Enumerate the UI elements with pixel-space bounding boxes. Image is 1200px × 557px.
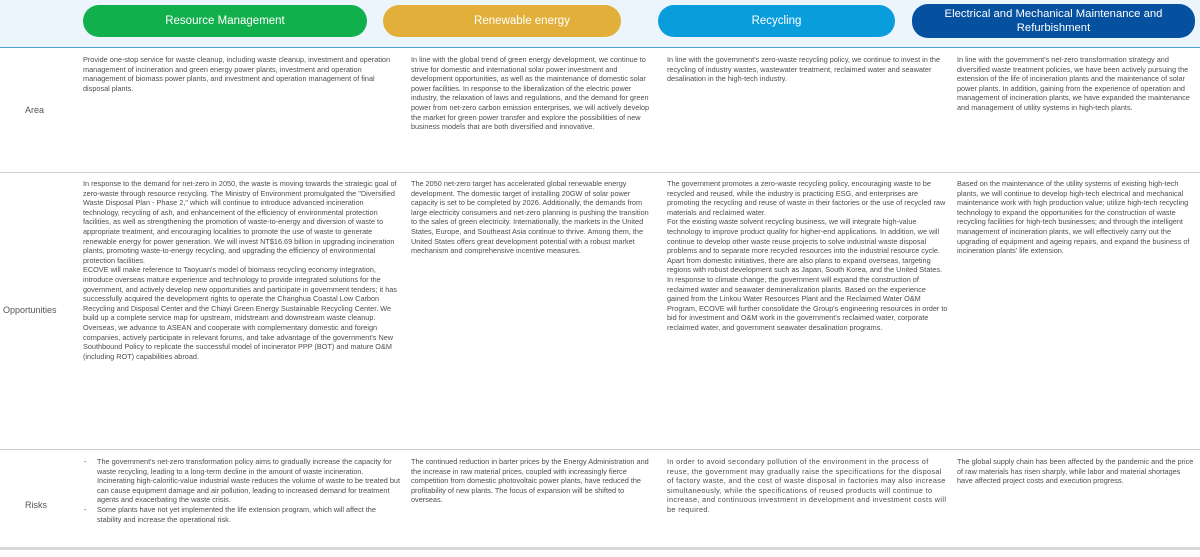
column-header-label: Recycling xyxy=(751,15,802,27)
paragraph: In response to climate change, the government will expand the construction of reclaimed water and seawater demineralization plants. Based on the experience gained from the Linkou Water Resources Plant and the Reclaimed Water O&M Program, ECOVE will further consolidate the Group's engineering resources in order to bid for investment and O&M work in the government's reclaimed water, corporate reclaimed water, and government seawater desalination programs. xyxy=(667,274,948,332)
paragraph: The government promotes a zero-waste recycling policy, encouraging waste to be recycled and reused, while the industry is practicing ESG, and enterprises are promoting the recycling and reuse of waste in their factories or the use of recycled raw materials and reclaimed water. xyxy=(667,179,946,217)
table-row-area xyxy=(0,49,1200,173)
column-header-label: Electrical and Mechanical Maintenance and Refurbishment xyxy=(944,8,1163,34)
cell-area-resource-management: Provide one-stop service for waste cleanup, including waste cleanup, investment and operation management of incineration and green energy power plants, investment and operation management of biomass power plants, and investment and operation management of final disposal plants. xyxy=(83,55,391,93)
paragraph: In response to the demand for net-zero in 2050, the waste is moving towards the strategic goal of zero-waste through resource recycling. The Ministry of Environment promulgated the "Diversified Waste Disposal Plan - Phase 2," which will continue to introduce advanced incineration technology, recycling of ash, and enhancement of the efficiency of environmental protection facilities, as well as strengthening the promotion of waste-to-energy and diversion of waste to appropriate treatment, and encouraging localities to promote the use of waste to generate renewable energy for power generation. We will invest NT$16.69 billion in upgrading incineration plants, promoting waste-to-energy recycling, and upgrading the efficiency of environmental protection facilities. xyxy=(83,179,397,265)
row-label-area: Area xyxy=(25,105,45,115)
cell-risks-electrical-mechanical: The global supply chain has been affected by the pandemic and the price of raw materials has risen sharply, while labor and material shortages have affected project costs and execution progress. xyxy=(957,457,1194,486)
cell-area-recycling: In line with the government's zero-waste recycling policy, we continue to invest in the recycling of industry wastes, wastewater treatment, reclaimed water and seawater desalination in the high-tech industry. xyxy=(667,55,940,84)
column-header-label: Resource Management xyxy=(165,15,285,27)
paragraph: For the existing waste solvent recycling business, we will integrate high-value technology to improve product quality for higher-end applications. In addition, we will continue to develop other waste reuse projects to solve industrial waste disposal problems and to separate more recycled resources into the industrial resource cycle. Apart from domestic initiatives, there are also plans to expand overseas, targeting regions with robust development such as Japan, South Korea, and the United States. xyxy=(667,217,943,275)
table-header xyxy=(0,0,1200,48)
cell-opportunities-renewable-energy xyxy=(411,179,656,256)
column-header-renewable-energy xyxy=(383,5,621,37)
paragraph: ECOVE will make reference to Taoyuan's model of biomass recycling economy integration, introduce overseas mature experience and technology to provide integrated solutions for the government, and actively develop new opportunities and participate in government tenders; it has successfully acquired the development rights to operate the Changhua Coastal Low Carbon Recycling and Disposal Center and the Chiayi Green Energy Sustainable Recycling Center. We build up a complete service map for upstream, midstream and downstream waste cleanup. xyxy=(83,265,397,323)
cell-risks-recycling: In order to avoid secondary pollution of the environment in the process of reuse, the government may gradually raise the specifications for the disposal of factory waste, and the cost of waste disposal in factories may also increase simultaneously, while the specifications of reused products will continue to increase, and continuous investment in development and investment costs will be required. xyxy=(667,457,947,514)
cell-opportunities-recycling xyxy=(667,179,949,333)
paragraph: Based on the maintenance of the utility systems of existing high-tech plants, we will continue to develop high-tech electrical and mechanical maintenance work with high production value; utilize high-tech recycling technology to expand the opportunities for the construction of waste recycling facilities for high-tech businesses; and through the intelligent management of incineration plants, we will effectively carry out the upgrading of equipment and ageing repairs, and expand the business of incineration plants' life extension. xyxy=(957,179,1190,256)
column-header-resource-management xyxy=(83,5,367,37)
paragraph: The 2050 net-zero target has accelerated global renewable energy development. The domestic target of installing 20GW of solar power capacity is set to be completed by 2026. Additionally, the demands from large electricity consumers and net-zero planning is pushing the transition to the sales of green electricity. Internationally, the markets in the United States, Europe, and Southeast Asia continue to thrive. Among them, the United States offers great development potential with a robust market mechanism and comprehensive incentive measures. xyxy=(411,179,649,256)
column-header-label: Renewable energy xyxy=(474,15,570,27)
row-label-opportunities: Opportunities xyxy=(3,305,57,315)
column-header-recycling xyxy=(658,5,895,37)
table-row-opportunities xyxy=(0,173,1200,450)
cell-risks-resource-management xyxy=(83,457,401,524)
cell-risks-renewable-energy: The continued reduction in barter prices by the Energy Administration and the increase in raw material prices, coupled with increasingly fierce competition from domestic photovoltaic power plants, have reduced the profitability of new plants. The focus of expansion will be shifted to overseas. xyxy=(411,457,649,505)
row-label-risks: Risks xyxy=(25,500,47,510)
cell-area-renewable-energy: In line with the global trend of green energy development, we continue to strive for domestic and international solar power investment and development opportunities, as well as the maintenance of domestic solar power facilities. In response to the liberalization of the electric power industry, the relaxation of laws and regulations, and the demand for green power from net-zero carbon emission enterprises, we will actively develop the market for green power transfer and explore the possibilities of new business models that are both diversified and innovative. xyxy=(411,55,650,132)
table-row-risks xyxy=(0,450,1200,550)
risk-bullet-list xyxy=(83,457,401,524)
column-header-electrical-mechanical xyxy=(912,4,1195,38)
cell-opportunities-electrical-mechanical xyxy=(957,179,1197,256)
cell-area-electrical-mechanical: In line with the government's net-zero transformation strategy and diversified waste treatment policies, we have been actively pursuing the extension of the life of incineration plants and the maintenance of solar power plants. In addition, gaining from the experience of operation and management of incineration plants, we have expanded the maintenance and management of utility systems in high-tech plants. xyxy=(957,55,1190,112)
cell-opportunities-resource-management xyxy=(83,179,401,361)
paragraph: Overseas, we advance to ASEAN and cooperate with complementary domestic and foreign companies, actively participate in relevant forums, and take advantage of the government's New Southbound Policy to replicate the successful model of incinerator PPP (BOT) and mature O&M (including ROT) capabilities abroad. xyxy=(83,322,394,361)
bullet-item: - The government's net-zero transformation policy aims to gradually increase the capacity for waste recycling, leading to a long-term decline in the amount of waste incineration. Incinerating high-calorific-value industrial waste reduces the volume of waste to be treated but can cause equipment damage and air pollution, leading to increased demand for treatment agents and exacerbating the waste crisis. xyxy=(83,457,401,505)
bullet-item: - Some plants have not yet implemented the life extension program, which will affect the stability and increase the operational risk. xyxy=(83,505,401,524)
